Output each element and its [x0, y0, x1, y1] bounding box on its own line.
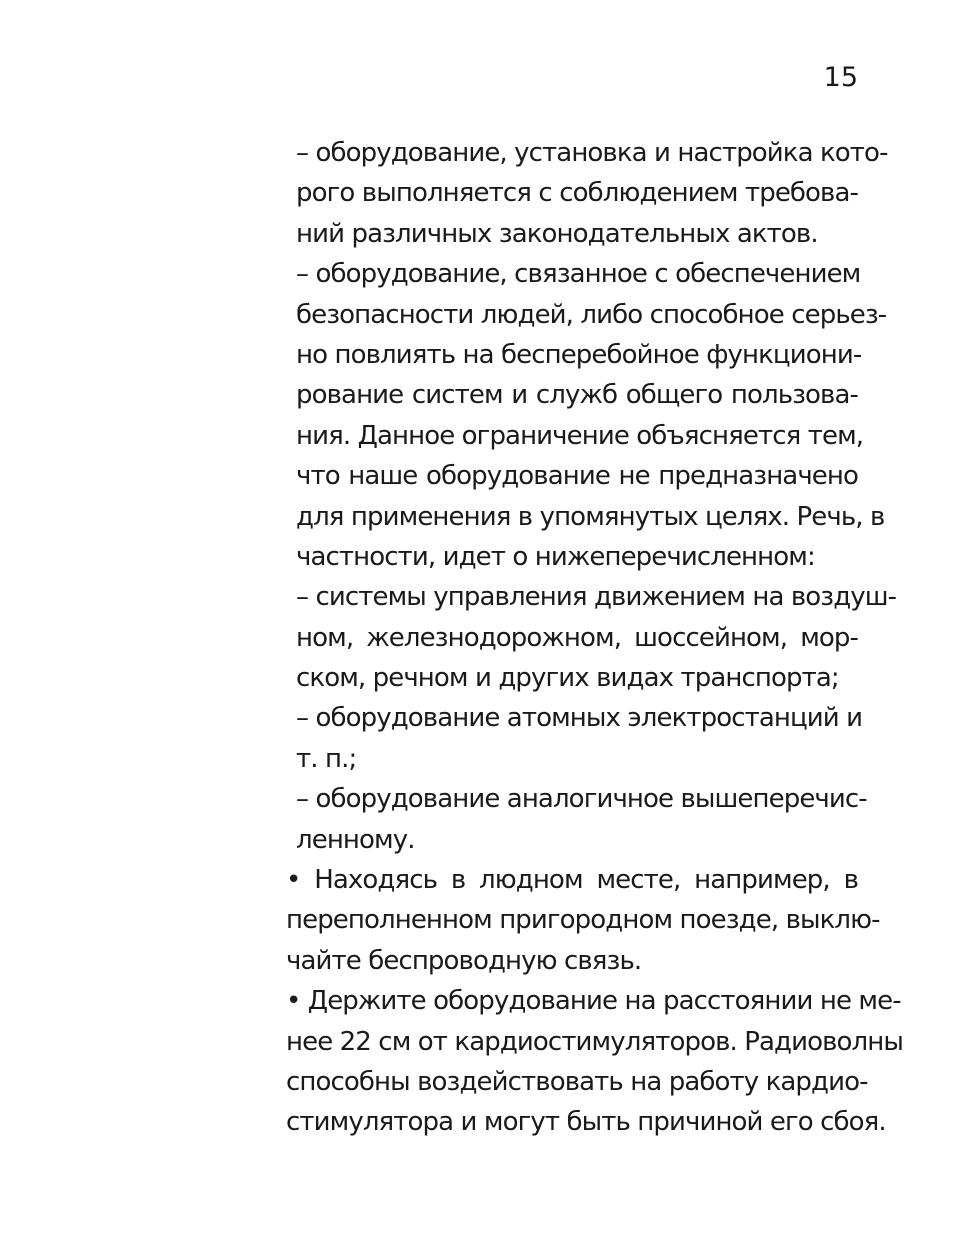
text-line: переполненном пригородном поезде, выклю- [286, 905, 880, 936]
text-line: – системы управления движением на воздуш- [296, 582, 897, 613]
text-line: – оборудование, установка и настройка кото- [296, 138, 888, 168]
body-text [286, 133, 904, 1143]
text-line: ском, речном и других видах транспорта; [296, 663, 839, 694]
text-line: ном, железнодорожном, шоссейном, мор- [296, 622, 858, 653]
text-line: что наше оборудование не предназначено [296, 461, 858, 492]
text-line: рого выполняется с соблюдением требова- [296, 178, 858, 209]
text-line: • Держите оборудование на расстоянии не ме- [286, 986, 901, 1017]
text-line: стимулятора и могут быть причиной его сбоя. [286, 1107, 886, 1138]
text-line: безопасности людей, либо способное серьез- [296, 299, 887, 330]
page-number: 15 [823, 62, 858, 93]
text-line: чайте беспроводную связь. [286, 945, 642, 976]
text-line: нее 22 см от кардиостимуляторов. Радиоволны [286, 1026, 904, 1057]
text-line: • Находясь в людном месте, например, в [286, 865, 858, 896]
text-line: т. п.; [296, 743, 357, 774]
text-line: – оборудование атомных электростанций и [296, 703, 863, 734]
text-line: частности, идет о нижеперечисленном: [296, 541, 815, 572]
text-line: – оборудование, связанное с обеспечением [296, 259, 861, 290]
text-line: ния. Данное ограничение объясняется тем, [296, 420, 864, 451]
text-line: рование систем и служб общего пользова- [296, 380, 858, 411]
text-line: ленному. [296, 824, 415, 855]
text-line: но повлиять на бесперебойное функциони- [296, 339, 862, 370]
text-line: ний различных законодательных актов. [296, 218, 818, 249]
text-line: способны воздействовать на работу кардио- [286, 1066, 868, 1097]
text-line: – оборудование аналогичное вышеперечис- [296, 784, 867, 815]
text-line: для применения в упомянутых целях. Речь, в [296, 501, 885, 532]
